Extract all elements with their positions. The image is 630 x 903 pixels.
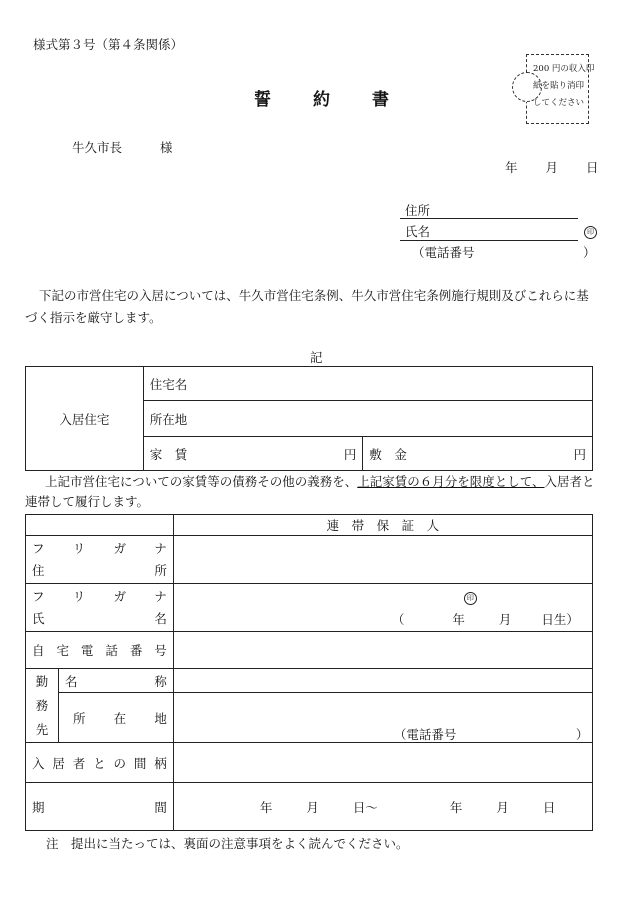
addressee: 牛久市長 様 [72,140,173,155]
ki-label: 記 [310,350,323,365]
submission-date: 年 月 日 [505,160,599,175]
work-name-field[interactable] [173,669,592,693]
guarantor-furigana-name-label: フ リ ガ ナ 氏 名 [26,584,174,632]
home-phone-label: 自 宅 電 話 番 号 [26,632,174,669]
guarantor-table [25,514,593,831]
guarantor-name-field[interactable] [173,584,592,632]
guarantor-address-field[interactable] [173,536,592,584]
guarantor-seal-icon: 印 [464,592,477,605]
rent-field[interactable]: 家 賃 円 [143,437,363,471]
guarantor-header-blank [26,515,174,536]
housing-table [25,366,593,471]
relationship-label: 入 居 者 と の 間 柄 [26,743,174,783]
guarantor-furigana-address-label: フ リ ガ ナ 住 所 [26,536,174,584]
deposit-field[interactable]: 敷 金 円 [363,437,593,471]
applicant-phone-close: ） [583,245,596,260]
relationship-field[interactable] [173,743,592,783]
work-phone-close: ） [575,727,589,742]
page-title: 誓 約 書 [254,90,389,110]
form-label: 様式第３号（第４条関係） [33,37,184,52]
footnote: 注 提出に当たっては、裏面の注意事項をよく読んでください。 [46,836,409,851]
workplace-label: 勤 務 先 [26,669,59,743]
housing-location-field[interactable]: 所在地 [143,401,592,437]
applicant-seal-icon: 印 [584,222,597,239]
guarantee-text: 上記市営住宅についての家賃等の債務その他の義務を、上記家賃の６月分を限度として、入居者と連帯して履行します。 [25,474,595,509]
applicant-name-label: 氏名 [405,224,431,239]
revenue-stamp-box [526,54,595,124]
work-name-label: 名 称 [58,669,173,693]
home-phone-field[interactable] [173,632,592,669]
guarantor-birthdate[interactable]: （ 年 月 日生） [391,612,579,627]
applicant-address-label: 住所 [405,203,431,218]
work-location-field[interactable] [173,693,592,743]
stamp-instruction: 200 円の収入印 紙を貼り消印 してください [533,64,595,108]
applicant-phone-label: （電話番号 [412,245,475,260]
period-field[interactable]: 年 月 日～ 年 月 日 [173,783,592,831]
work-location-label: 所 在 地 [58,693,173,743]
guarantor-header: 連 帯 保 証 人 [173,515,592,536]
period-label: 期 間 [26,783,174,831]
housing-section-label: 入居住宅 [26,367,144,471]
pledge-text: 下記の市営住宅の入居については、牛久市営住宅条例、牛久市営住宅条例施行規則及びこれらに基づく指示を厳守します。 [25,288,589,325]
work-phone-label: （電話番号 [393,727,457,742]
housing-name-field[interactable]: 住宅名 [143,367,592,401]
